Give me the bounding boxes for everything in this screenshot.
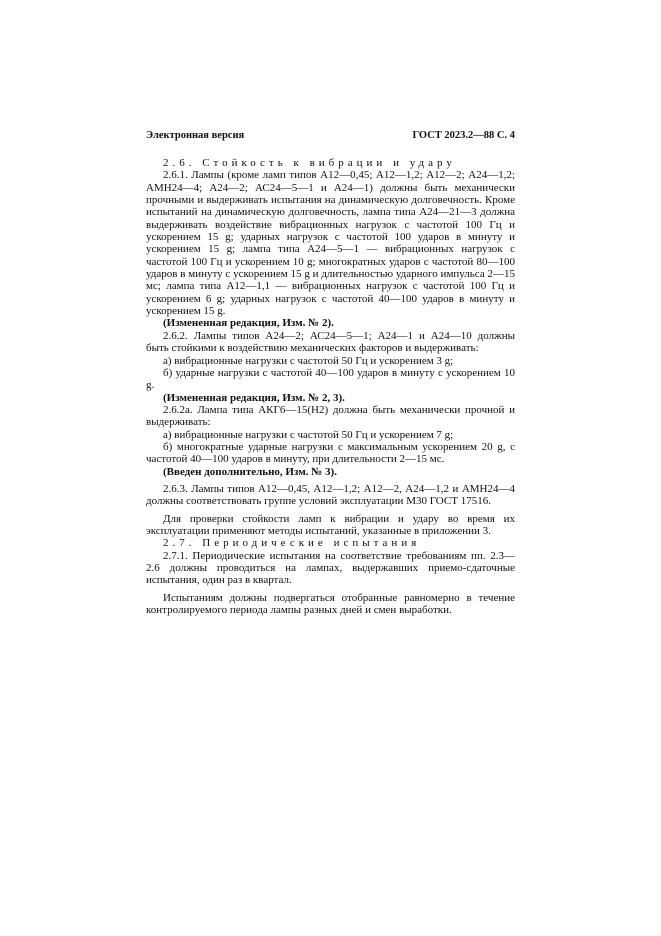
list-item-b-2: б) многократные ударные нагрузки с максимальным ускорением 20 g, с частотой 40—100 ударов в минуту, при длительности 2—15 мс. (146, 440, 515, 466)
paragraph-2-6-2a: 2.6.2а. Лампа типа АКГ6—15(Н2) должна быть механически прочной и выдерживать: (146, 403, 515, 429)
amendment-note-3: (Введен дополнительно, Изм. № 3). (163, 465, 337, 478)
header-right-text: ГОСТ 2023.2—88 С. 4 (412, 130, 515, 141)
section-heading-2-6: 2.6. Стойкость к вибрации и удару (163, 157, 456, 169)
list-item-a-1: а) вибрационные нагрузки с частотой 50 Гц и ускорением 3 g; (163, 354, 454, 367)
list-item-a-2: а) вибрационные нагрузки с частотой 50 Гц и ускорением 7 g; (163, 428, 454, 441)
section-heading-2-7: 2.7. Периодические испытания (163, 537, 421, 550)
paragraph-2-6-2: 2.6.2. Лампы типов А24—2; АС24—5—1; А24—1 и А24—10 должны быть стойкими к воздействию механических факторов и выдерживать: (146, 329, 515, 355)
amendment-note-1: (Измененная редакция, Изм. № 2). (163, 317, 334, 330)
paragraph-2-6-3: 2.6.3. Лампы типов А12—0,45, А12—1,2; А12—2, А24—1,2 и АМН24—4 должны соответствовать группе условий эксплуатации М30 ГОСТ 17516. (146, 482, 515, 508)
paragraph-2-7-1: 2.7.1. Периодические испытания на соответствие требованиям пп. 2.3—2.6 должны проводиться на лампах, выдержавших приемо-сдаточные испытания, один раз в квартал. (146, 549, 515, 587)
paragraph-2-6-1: 2.6.1. Лампы (кроме ламп типов А12—0,45; А12—1,2; А12—2; А24—1,2; АМН24—4; А24—2; АС24—5—1 и А24—1) должны быть механически прочными и выдерживать испытания на динамическую долговечность. Кроме испытаний на динамическую долговечность, лампа типа А24—21—3 должна выдерживать воздействие вибрационных нагрузок с частотой 100 Гц и ускорением 15 g; ударных нагрузок с частотой 100 ударов в минуту и ускорением 15 g; лампа типа А24—5—1 — вибрационных нагрузок с частотой 100 Гц и ускорением 10 g; многократных ударов с частотой 80—100 ударов в минуту с ускорением 15 g и длительностью ударного импульса 2—15 мс; лампа типа А12—1,1 — вибрационных нагрузок с частотой 100 Гц и ускорением 6 g; ударных нагрузок с частотой 40—100 ударов в минуту и ускорением 15 g. (146, 169, 515, 318)
amendment-note-2: (Измененная редакция, Изм. № 2, 3). (163, 391, 345, 404)
list-item-b-1: б) ударные нагрузки с частотой 40—100 ударов в минуту с ускорением 10 g. (146, 366, 515, 392)
paragraph-vibration-methods: Для проверки стойкости ламп к вибрации и удару во время их эксплуатации применяют методы испытаний, указанные в приложении 3. (146, 512, 515, 537)
page-header (146, 130, 515, 146)
paragraph-sampling: Испытаниям должны подвергаться отобранные равномерно в течение контролируемого периода лампы разных дней и смен выработки. (146, 591, 515, 617)
document-page (146, 130, 515, 617)
header-left-text: Электронная версия (146, 130, 245, 141)
document-body (146, 157, 515, 616)
